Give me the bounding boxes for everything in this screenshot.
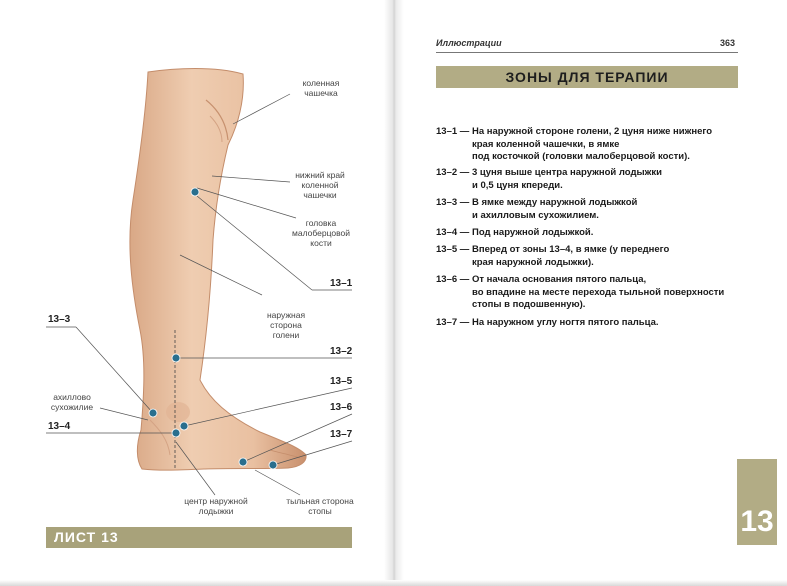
zone-entry-line: Под наружной лодыжкой.	[472, 227, 594, 238]
zone-entry	[436, 197, 746, 223]
zone-entry-line: На наружном углу ногтя пятого пальца.	[472, 317, 659, 328]
point-13-1	[191, 188, 199, 196]
zone-entry	[436, 227, 746, 241]
zone-entry-code: 13–1 —	[436, 126, 470, 137]
label-kneecap-lower-edge: нижний край коленной чашечки	[295, 170, 345, 200]
zone-entry-line: края наружной лодыжки).	[472, 256, 594, 268]
zone-entry	[436, 274, 746, 314]
zone-entry-code: 13–7 —	[436, 317, 470, 328]
point-13-4	[172, 429, 180, 437]
label-outer-shin: наружная сторона голени	[266, 310, 306, 340]
zone-entry-line: 3 цуня выше центра наружной лодыжки	[472, 167, 662, 178]
zone-entry-line: во впадине на месте перехода тыльной поверхности	[472, 286, 725, 298]
running-head: Иллюстрации	[436, 38, 502, 48]
zone-entry	[436, 126, 746, 166]
book-gutter	[384, 0, 404, 586]
point-13-5	[180, 422, 188, 430]
point-13-2	[172, 354, 180, 362]
label-achilles: ахиллово сухожилие	[50, 392, 94, 412]
code-13-5: 13–5	[330, 376, 353, 387]
label-kneecap: коленная чашечка	[302, 78, 340, 98]
zone-entry-line: В ямке между наружной лодыжкой	[472, 197, 638, 208]
left-page	[0, 0, 393, 586]
code-13-4: 13–4	[48, 421, 71, 432]
zone-entry-code: 13–4 —	[436, 227, 470, 238]
label-fibula-head: головка малоберцовой кости	[292, 218, 350, 248]
point-13-3	[149, 409, 157, 417]
leg-shape	[130, 69, 306, 471]
page-title: ЗОНЫ ДЛЯ ТЕРАПИИ	[505, 69, 669, 85]
zone-entry-line: стопы в подошвенную).	[472, 299, 586, 310]
code-13-7: 13–7	[330, 429, 353, 440]
label-outer-ankle-center: центр наружной лодыжки	[184, 496, 248, 516]
zone-entry-code: 13–6 —	[436, 274, 470, 285]
label-foot-dorsum: тыльная сторона стопы	[286, 496, 354, 516]
page-number: 363	[720, 38, 736, 48]
code-13-1: 13–1	[330, 278, 353, 289]
zone-entry-line: и ахилловым сухожилием.	[472, 209, 599, 221]
zone-entry-code: 13–3 —	[436, 197, 470, 208]
zone-entry	[436, 244, 746, 270]
zone-entry	[436, 167, 746, 193]
zone-entry-line: края коленной чашечки, в ямке	[472, 138, 620, 150]
zone-entry-code: 13–2 —	[436, 167, 470, 178]
code-13-2: 13–2	[330, 346, 353, 357]
zone-entry-line: под косточкой (головки малоберцовой кости).	[472, 151, 690, 162]
zone-entry-line: Вперед от зоны 13–4, в ямке (у переднего	[472, 244, 670, 255]
zone-entry-line: На наружной стороне голени, 2 цуня ниже нижнего	[472, 126, 713, 137]
zone-entry-code: 13–5 —	[436, 244, 470, 255]
code-13-3: 13–3	[48, 314, 71, 325]
point-13-7	[269, 461, 277, 469]
header-rule	[436, 52, 738, 53]
page-edge	[0, 580, 787, 586]
code-13-6: 13–6	[330, 402, 353, 413]
point-13-6	[239, 458, 247, 466]
zone-entry-line: и 0,5 цуня кпереди.	[472, 179, 563, 191]
chapter-tab-number: 13	[740, 505, 774, 538]
zone-entry	[436, 317, 746, 331]
sheet-title: ЛИСТ 13	[54, 529, 119, 545]
zone-entry-line: От начала основания пятого пальца,	[472, 274, 647, 285]
